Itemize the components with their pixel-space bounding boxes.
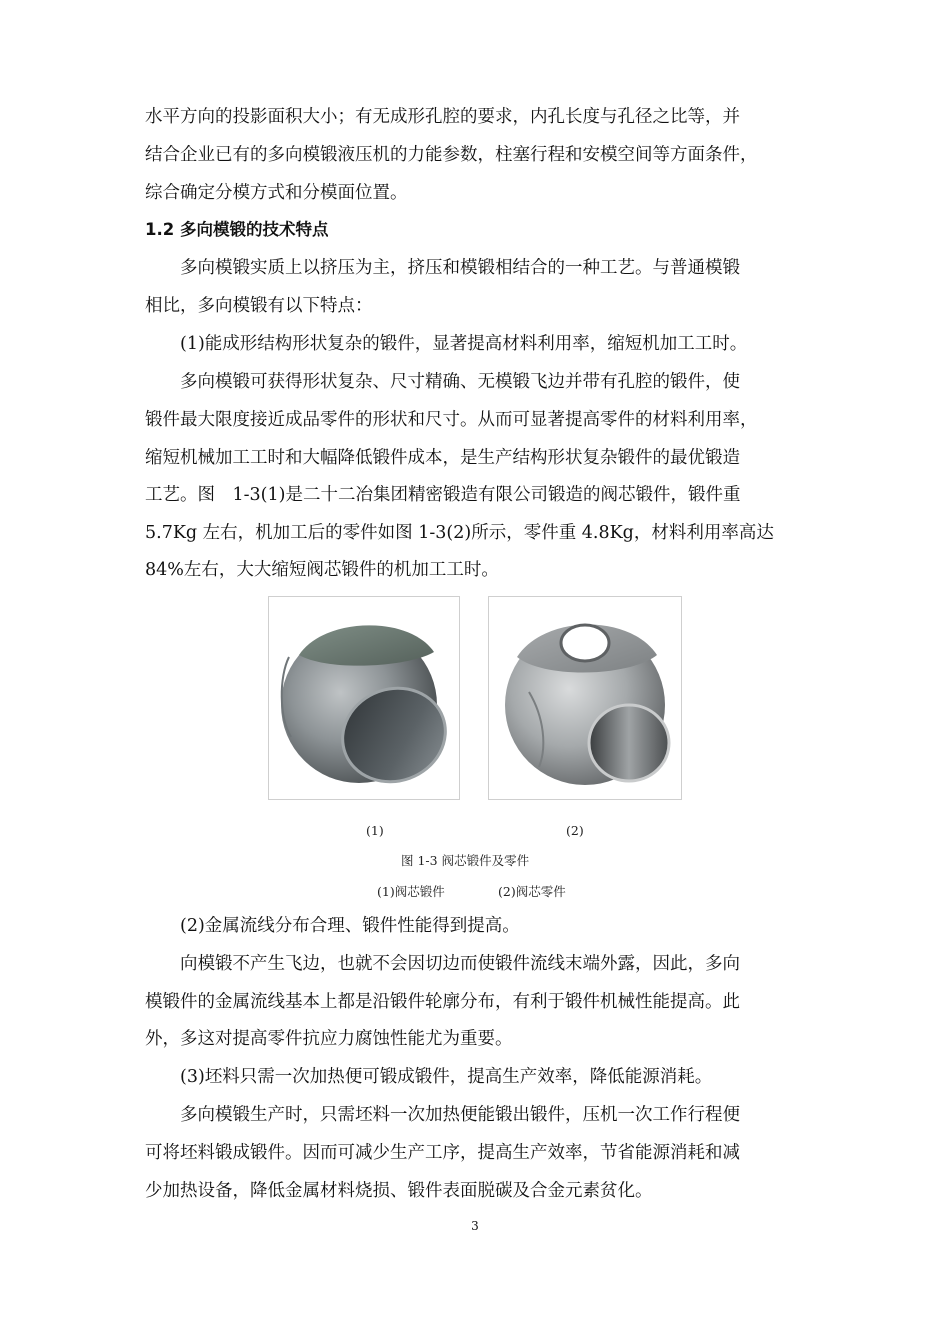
figure-valve-core-part [488,596,682,800]
text-line: 锻件最大限度接近成品零件的形状和尺寸。从而可显著提高零件的材料利用率， [145,410,758,430]
text-line: 多向模锻可获得形状复杂、尺寸精确、无模锻飞边并带有孔腔的锻件，使 [145,372,740,392]
figure-caption: 图 1-3 阀芯锻件及零件 [401,853,530,868]
text-line: 缩短机械加工工时和大幅降低锻件成本，是生产结构形状复杂锻件的最优锻造 [145,448,740,468]
text-line: 综合确定分模方式和分模面位置。 [145,183,408,203]
machined-ball-image [489,597,681,799]
figure-subcaption-right: (2)阀芯零件 [498,884,566,899]
text-line: 可将坯料锻成锻件。因而可减少生产工序，提高生产效率，节省能源消耗和减 [145,1143,740,1163]
figure-label-1: (1) [366,823,384,838]
text-line: 相比，多向模锻有以下特点： [145,296,373,316]
figure-valve-core-forging [268,596,460,800]
forging-ball-image [269,597,459,799]
text-line: 工艺。图 1-3(1)是二十二冶集团精密锻造有限公司锻造的阀芯锻件，锻件重 [145,485,741,505]
text-line: 向模锻不产生飞边，也就不会因切边而使锻件流线末端外露，因此，多向 [145,954,740,974]
point-title: (3)坯料只需一次加热便可锻成锻件，提高生产效率，降低能源消耗。 [145,1067,713,1087]
text-line: 多向模锻生产时，只需坯料一次加热便能锻出锻件，压机一次工作行程便 [145,1105,740,1125]
figure-label-2: (2) [566,823,584,838]
figure-subcaption-left: (1)阀芯锻件 [377,884,445,899]
point-title: (1)能成形结构形状复杂的锻件，显著提高材料利用率，缩短机加工工时。 [145,334,748,354]
text-line: 结合企业已有的多向模锻液压机的力能参数，柱塞行程和安模空间等方面条件， [145,145,758,165]
text-line: 少加热设备，降低金属材料烧损、锻件表面脱碳及合金元素贫化。 [145,1181,653,1201]
text-line: 多向模锻实质上以挤压为主，挤压和模锻相结合的一种工艺。与普通模锻 [145,258,740,278]
text-line: 84%左右，大大缩短阀芯锻件的机加工工时。 [145,560,499,580]
text-line: 水平方向的投影面积大小；有无成形孔腔的要求，内孔长度与孔径之比等，并 [145,107,740,127]
text-line: 外，多这对提高零件抗应力腐蚀性能尤为重要。 [145,1029,513,1049]
text-line: 模锻件的金属流线基本上都是沿锻件轮廓分布，有利于锻件机械性能提高。此 [145,992,740,1012]
section-heading: 1.2 多向模锻的技术特点 [145,220,329,239]
page-number: 3 [471,1219,479,1233]
point-title: (2)金属流线分布合理、锻件性能得到提高。 [145,916,520,936]
text-line: 5.7Kg 左右，机加工后的零件如图 1-3(2)所示，零件重 4.8Kg，材料利用率高达 [145,523,774,543]
